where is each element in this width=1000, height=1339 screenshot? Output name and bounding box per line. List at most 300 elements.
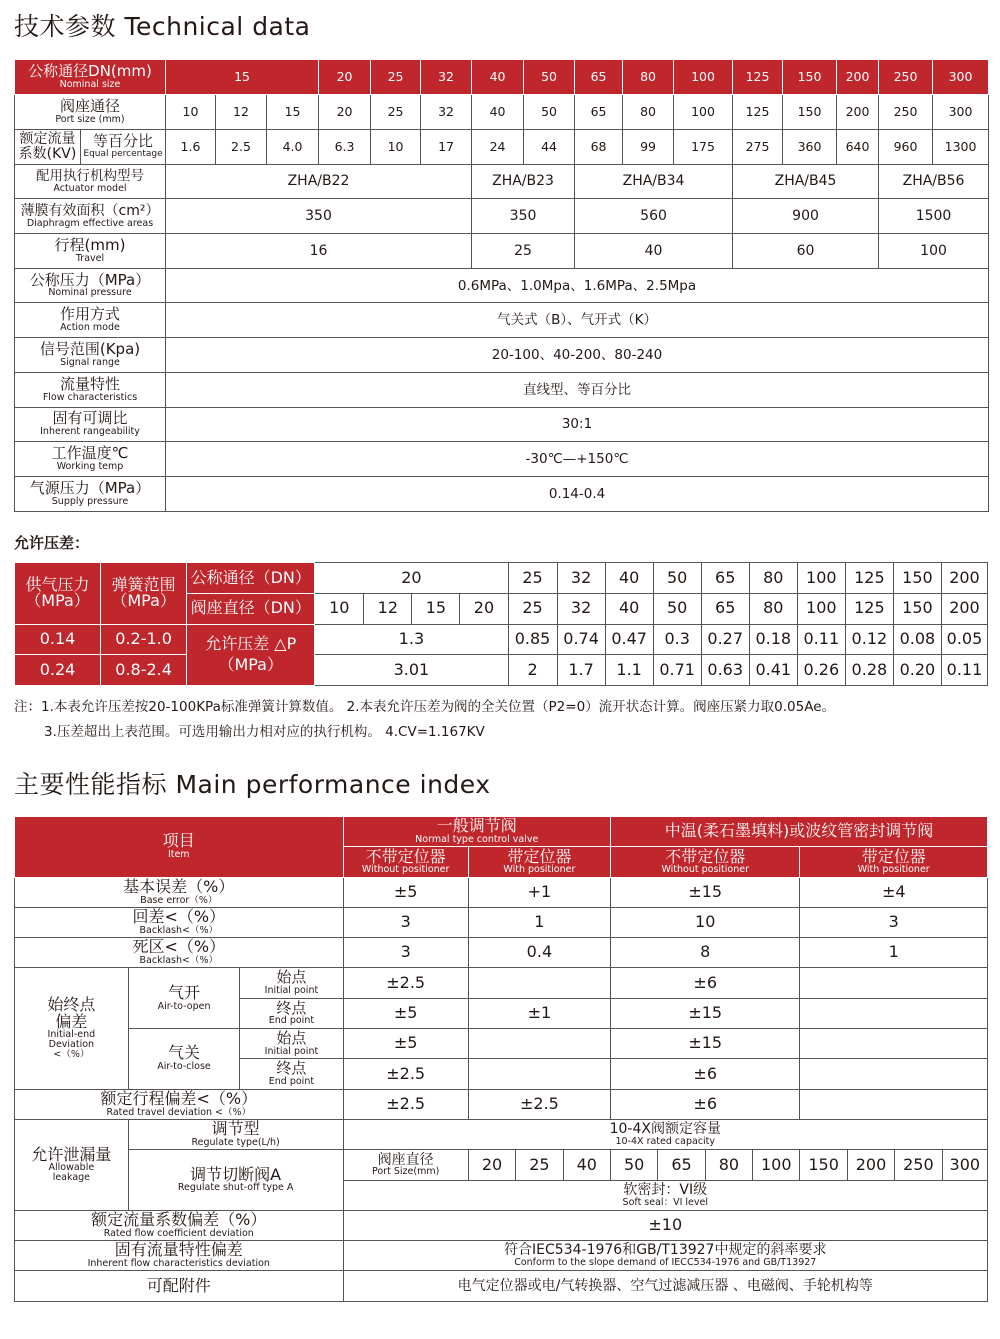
perf-backlash-row <box>15 907 988 937</box>
perf-kvdev-cn: 额定流量系数偏差（%） <box>91 1210 267 1230</box>
perf-reg-val-en: 10-4X rated capacity <box>615 1135 716 1147</box>
perf-rated-cn: 额定行程偏差<（%） <box>100 1089 258 1108</box>
perf-with-header <box>800 847 988 877</box>
perf-kvdev-label <box>15 1210 344 1240</box>
port-value: 80 <box>623 95 674 130</box>
allow-dn-value: 32 <box>557 563 605 594</box>
port-value: 40 <box>472 95 524 130</box>
diaphragm-label-en: Diaphragm effective areas <box>26 217 154 229</box>
flow-value: 68 <box>575 129 623 164</box>
allow-dp-value: 0.3 <box>653 624 701 655</box>
allow-dp-value: 0.47 <box>605 624 653 655</box>
allow-dn-value: 150 <box>893 563 941 594</box>
allow-row <box>15 655 988 686</box>
perf-end-label <box>240 1059 343 1089</box>
perf-item-header <box>15 817 344 878</box>
perf-seat-value: 40 <box>563 1150 610 1180</box>
perf-atc-cn: 气关 <box>168 1043 201 1063</box>
allow-dp-value: 0.41 <box>749 655 797 686</box>
perf-kvdev-value: ±10 <box>343 1210 987 1240</box>
allow-seat-value: 50 <box>653 593 701 624</box>
nominal-value: 150 <box>783 60 837 95</box>
allow-dp-value: 1.7 <box>557 655 605 686</box>
perf-with-en: With positioner <box>857 864 930 876</box>
allow-seat-value: 20 <box>460 593 508 624</box>
nominal-value: 40 <box>472 60 524 95</box>
action-label-cn: 作用方式 <box>59 305 120 324</box>
perf-seat-value: 65 <box>658 1150 705 1180</box>
allow-seat-value: 150 <box>893 593 941 624</box>
allow-spring-value: 0.2-1.0 <box>101 624 187 655</box>
nominal-value: 300 <box>933 60 989 95</box>
allow-dp-value: 1.3 <box>315 624 508 655</box>
flowchar-row <box>15 372 989 407</box>
perf-value: 10 <box>610 907 800 937</box>
supply-value: 0.14-0.4 <box>166 476 989 511</box>
perf-atc-label <box>128 1029 240 1090</box>
perf-end-cn: 终点 <box>276 998 307 1017</box>
perf-end-en: End point <box>268 1015 315 1027</box>
port-label-en: Port size (mm) <box>55 113 125 125</box>
perf-value <box>800 1089 988 1119</box>
allow-supply-value: 0.14 <box>15 624 101 655</box>
perf-shut-cn: 调节切断阀A <box>190 1164 282 1184</box>
diaphragm-value: 900 <box>733 199 879 234</box>
perf-seat-value: 80 <box>705 1150 752 1180</box>
nominal-value: 50 <box>524 60 575 95</box>
port-value: 25 <box>371 95 421 130</box>
perf-dead-label <box>15 938 344 968</box>
signal-value: 20-100、40-200、80-240 <box>166 338 989 373</box>
perf-rated-row <box>15 1089 988 1119</box>
perf-without-header <box>610 847 800 877</box>
flowchar-label-cn: 流量特性 <box>59 374 120 393</box>
perf-with-cn: 带定位器 <box>861 846 926 866</box>
allow-dp-label <box>187 624 315 686</box>
perf-without-cn: 不带定位器 <box>365 846 446 866</box>
temp-label-cn: 工作温度℃ <box>51 444 129 463</box>
allow-dp-value: 0.20 <box>893 655 941 686</box>
port-label <box>15 95 166 130</box>
perf-end-en: End point <box>268 1075 315 1087</box>
diaphragm-label-cn: 薄膜有效面积（cm²） <box>20 202 160 219</box>
perf-general-header <box>343 817 610 847</box>
allow-dp-value: 0.05 <box>941 624 987 655</box>
perf-seat-label <box>343 1150 468 1180</box>
nominal-value: 25 <box>371 60 421 95</box>
perf-inh-label <box>15 1241 344 1271</box>
flow-value: 960 <box>879 129 933 164</box>
perf-shut-label <box>128 1150 343 1211</box>
perf-inh-row <box>15 1241 988 1271</box>
actuator-label-cn: 配用执行机构型号 <box>36 168 144 185</box>
perf-backlash-cn: 回差<（%） <box>132 907 226 927</box>
perf-rated-en: Rated travel deviation <（%） <box>106 1106 252 1118</box>
perf-value: ±1 <box>468 998 610 1028</box>
port-value: 65 <box>575 95 623 130</box>
supply-label <box>15 476 166 511</box>
perf-value: ±2.5 <box>468 1089 610 1119</box>
allow-subtitle: 允许压差： <box>14 534 90 552</box>
perf-ato-en: Air-to-open <box>157 1000 211 1012</box>
perf-value <box>468 1029 610 1059</box>
perf-without-en: Without positioner <box>361 864 450 876</box>
perf-medium-cn: 中温(柔石墨填料)或波纹管密封调节阀 <box>664 821 934 841</box>
allow-note-1: 注：1.本表允许压差按20-100KPa标准弹簧计算数值。 2.本表允许压差为阀的全关位置（P2=0）流开状态计算。阀座压紧力取0.05Ae。 <box>14 699 836 715</box>
perf-init-en: Initial point <box>264 1045 319 1057</box>
perf-value: ±15 <box>610 998 800 1028</box>
supply-label-cn: 气源压力（MPa） <box>29 478 151 497</box>
perf-inh-value <box>343 1241 987 1271</box>
perf-without-en: Without positioner <box>661 864 749 876</box>
flow-label-cn2: 系数(KV) <box>18 145 77 162</box>
allow-supply-cn: 供气压力 <box>25 574 90 594</box>
allow-dp-value: 3.01 <box>315 655 508 686</box>
pressure-row <box>15 268 989 303</box>
nominal-value: 32 <box>421 60 472 95</box>
allow-seat-value: 125 <box>845 593 893 624</box>
tech-title: 技术参数 Technical data <box>14 12 311 41</box>
perf-seat-value: 20 <box>468 1150 515 1180</box>
signal-row <box>15 338 989 373</box>
perf-without-cn: 不带定位器 <box>665 846 746 866</box>
allow-seat-value: 65 <box>701 593 749 624</box>
action-row <box>15 303 989 338</box>
flow-sub-en: Equal percentage <box>83 148 163 159</box>
signal-label-en: Signal range <box>60 356 120 368</box>
perf-value: 3 <box>343 938 468 968</box>
actuator-row <box>15 164 989 199</box>
flow-label <box>15 129 166 164</box>
actuator-label <box>15 164 166 199</box>
perf-value <box>468 968 610 998</box>
travel-value: 100 <box>879 234 989 269</box>
flow-value: 99 <box>623 129 674 164</box>
allow-dn-value: 50 <box>653 563 701 594</box>
allow-table <box>14 562 988 686</box>
actuator-value: ZHA/B56 <box>879 164 989 199</box>
perf-value <box>800 998 988 1028</box>
perf-value: ±5 <box>343 1029 468 1059</box>
perf-value: 1 <box>468 907 610 937</box>
perf-kvdev-row <box>15 1210 988 1240</box>
perf-with-header <box>468 847 610 877</box>
perf-soft-en: Soft seal：VI level <box>622 1196 708 1208</box>
signal-label-cn: 信号范围(Kpa) <box>39 340 141 359</box>
actuator-value: ZHA/B45 <box>733 164 879 199</box>
allow-dp-value: 0.26 <box>797 655 845 686</box>
allow-dp-value: 0.85 <box>508 624 557 655</box>
perf-value: ±5 <box>343 877 468 907</box>
perf-base-row <box>15 877 988 907</box>
allow-seat-label: 阀座直径（DN） <box>187 593 315 624</box>
perf-inh-val-en: Conform to the slope demand of IECC534-1976 and GB/T13927 <box>514 1257 817 1269</box>
port-value: 200 <box>837 95 879 130</box>
perf-base-en: Base error（%） <box>140 894 218 906</box>
perf-seat-value: 300 <box>942 1150 987 1180</box>
pressure-label-en: Nominal pressure <box>48 287 132 299</box>
perf-value: ±15 <box>610 877 800 907</box>
allow-spring-unit: （MPa） <box>111 591 176 611</box>
allow-note-2: 3.压差超出上表范围。可选用输出力相对应的执行机构。 4.CV=1.167KV <box>44 724 485 740</box>
nominal-label-en: Nominal size <box>59 78 121 90</box>
perf-ato-init-row <box>15 968 988 998</box>
nominal-label <box>15 60 166 95</box>
perf-dead-row <box>15 938 988 968</box>
perf-init-label <box>240 968 343 998</box>
allow-supply-value: 0.24 <box>15 655 101 686</box>
temp-label <box>15 442 166 477</box>
flow-value: 175 <box>674 129 733 164</box>
tech-table <box>14 59 989 512</box>
allow-dp-value: 0.11 <box>797 624 845 655</box>
allow-seat-value: 40 <box>605 593 653 624</box>
perf-seat-value: 100 <box>753 1150 800 1180</box>
flow-value: 4.0 <box>267 129 319 164</box>
travel-label-en: Travel <box>75 252 105 264</box>
perf-inh-cn: 固有流量特性偏差 <box>114 1240 243 1260</box>
allow-seat-value: 10 <box>315 593 364 624</box>
diaphragm-value: 560 <box>575 199 733 234</box>
perf-value: +1 <box>468 877 610 907</box>
allow-seat-value: 32 <box>557 593 605 624</box>
perf-ie-cn1: 始终点 <box>47 994 96 1014</box>
nominal-label-cn: 公称通径DN(mm) <box>28 62 152 81</box>
perf-value: 1 <box>800 938 988 968</box>
perf-with-en: With positioner <box>503 864 576 876</box>
nominal-value: 125 <box>733 60 783 95</box>
allow-seat-value: 100 <box>797 593 845 624</box>
allow-dn-label: 公称通径（DN） <box>187 563 315 594</box>
perf-base-cn: 基本误差（%） <box>123 877 235 896</box>
perf-soft-value <box>343 1180 987 1210</box>
supply-label-en: Supply pressure <box>51 495 129 507</box>
port-value: 10 <box>166 95 216 130</box>
diaphragm-value: 1500 <box>879 199 989 234</box>
nominal-row <box>15 60 989 95</box>
allow-spring-value: 0.8-2.4 <box>101 655 187 686</box>
perf-leak-label <box>15 1119 129 1210</box>
allow-dp-value: 0.11 <box>941 655 987 686</box>
port-value: 300 <box>933 95 989 130</box>
perf-value: 0.4 <box>468 938 610 968</box>
allow-dn-value: 125 <box>845 563 893 594</box>
travel-value: 40 <box>575 234 733 269</box>
actuator-label-en: Actuator model <box>53 182 127 194</box>
allow-dp-cn: 允许压差 △P <box>205 634 297 654</box>
flow-value: 6.3 <box>319 129 371 164</box>
perf-seat-value: 50 <box>610 1150 657 1180</box>
pressure-value: 0.6MPa、1.0Mpa、1.6MPa、2.5Mpa <box>166 268 989 303</box>
perf-leak-en1: Allowable <box>48 1162 95 1174</box>
perf-general-cn: 一般调节阀 <box>436 816 517 836</box>
allow-spring-cn: 弹簧范围 <box>111 574 176 594</box>
travel-value: 16 <box>166 234 472 269</box>
allow-dn-value: 20 <box>315 563 508 594</box>
range-label-cn: 固有可调比 <box>52 409 128 428</box>
perf-init-label <box>240 1029 343 1059</box>
port-row <box>15 95 989 130</box>
perf-value <box>468 1059 610 1089</box>
allow-dp-value: 1.1 <box>605 655 653 686</box>
allow-seat-value: 200 <box>941 593 987 624</box>
perf-init-cn: 始点 <box>276 1028 307 1047</box>
perf-seat-value: 150 <box>800 1150 847 1180</box>
action-value: 气关式（B）、气开式（K） <box>166 303 989 338</box>
perf-ie-en3: <（%） <box>53 1049 90 1061</box>
perf-end-cn: 终点 <box>276 1059 307 1078</box>
allow-dp-value: 0.28 <box>845 655 893 686</box>
perf-value: ±6 <box>610 1059 800 1089</box>
travel-label-cn: 行程(mm) <box>54 236 126 255</box>
range-label <box>15 407 166 442</box>
port-label-cn: 阀座通径 <box>59 96 120 115</box>
travel-row <box>15 234 989 269</box>
perf-value: ±6 <box>610 968 800 998</box>
allow-dp-value: 0.71 <box>653 655 701 686</box>
port-value: 15 <box>267 95 319 130</box>
allow-dp-value: 0.18 <box>749 624 797 655</box>
allow-dp-value: 0.63 <box>701 655 749 686</box>
perf-ie-en1: Initial-end <box>47 1029 96 1041</box>
allow-dn-row <box>15 563 988 594</box>
perf-table <box>14 816 988 1302</box>
port-value: 150 <box>783 95 837 130</box>
perf-header-row <box>15 817 988 847</box>
flow-value: 17 <box>421 129 472 164</box>
nominal-value: 80 <box>623 60 674 95</box>
allow-seat-value: 12 <box>364 593 412 624</box>
travel-value: 60 <box>733 234 879 269</box>
diaphragm-row <box>15 199 989 234</box>
diaphragm-value: 350 <box>472 199 575 234</box>
allow-dn-value: 200 <box>941 563 987 594</box>
flowchar-label <box>15 372 166 407</box>
perf-atc-init-row <box>15 1029 988 1059</box>
nominal-value: 15 <box>166 60 319 95</box>
flow-value: 1.6 <box>166 129 216 164</box>
perf-seat-row <box>15 1150 988 1180</box>
perf-seat-value: 200 <box>847 1150 894 1180</box>
perf-seat-value: 25 <box>516 1150 563 1180</box>
perf-value: ±2.5 <box>343 968 468 998</box>
flow-value: 10 <box>371 129 421 164</box>
range-value: 30:1 <box>166 407 989 442</box>
allow-dn-value: 25 <box>508 563 557 594</box>
perf-seat-en: Port Size(mm) <box>372 1166 440 1178</box>
perf-title: 主要性能指标 Main performance index <box>14 770 491 799</box>
perf-inh-val-cn: 符合IEC534-1976和GB/T13927中规定的斜率要求 <box>504 1242 827 1259</box>
allow-row <box>15 624 988 655</box>
travel-value: 25 <box>472 234 575 269</box>
port-value: 250 <box>879 95 933 130</box>
perf-value: 3 <box>800 907 988 937</box>
flowchar-value: 直线型、等百分比 <box>166 372 989 407</box>
perf-dead-cn: 死区<（%） <box>132 937 226 957</box>
allow-dn-value: 65 <box>701 563 749 594</box>
perf-ato-cn: 气开 <box>168 982 201 1002</box>
perf-shut-en: Regulate shut-off type A <box>177 1182 294 1194</box>
range-label-en: Inherent rangeability <box>40 426 140 438</box>
perf-leak-cn: 允许泄漏量 <box>31 1144 112 1164</box>
allow-dp-value: 0.27 <box>701 624 749 655</box>
perf-inh-en: Inherent flow characteristics deviation <box>87 1258 270 1270</box>
perf-init-cn: 始点 <box>276 968 307 987</box>
allow-dp-value: 0.12 <box>845 624 893 655</box>
allow-dp-value: 0.08 <box>893 624 941 655</box>
temp-row <box>15 442 989 477</box>
perf-reg-val-cn: 10-4X阀额定容量 <box>609 1121 721 1138</box>
perf-general-en: Normal type control valve <box>415 834 539 846</box>
action-label-en: Action mode <box>60 322 120 334</box>
nominal-value: 65 <box>575 60 623 95</box>
perf-value: 8 <box>610 938 800 968</box>
perf-backlash-en: Backlash<（%） <box>139 924 218 936</box>
allow-seat-value: 15 <box>412 593 460 624</box>
port-value: 125 <box>733 95 783 130</box>
perf-soft-cn: 软密封：VI级 <box>623 1181 708 1198</box>
signal-label <box>15 338 166 373</box>
perf-reg-row <box>15 1119 988 1149</box>
perf-without-header <box>343 847 468 877</box>
flow-sub-cn: 等百分比 <box>92 132 153 151</box>
perf-reg-label <box>128 1119 343 1149</box>
port-value: 32 <box>421 95 472 130</box>
flow-value: 640 <box>837 129 879 164</box>
perf-atc-en: Air-to-close <box>157 1061 211 1073</box>
perf-acc-label: 可配附件 <box>15 1271 344 1301</box>
nominal-value: 250 <box>879 60 933 95</box>
perf-value: ±5 <box>343 998 468 1028</box>
flowchar-label-en: Flow characteristics <box>42 391 138 403</box>
nominal-value: 20 <box>319 60 371 95</box>
perf-end-label <box>240 998 343 1028</box>
perf-value <box>800 1029 988 1059</box>
perf-reg-value <box>343 1119 987 1149</box>
perf-reg-en: Regulate type(L/h) <box>191 1137 280 1149</box>
actuator-value: ZHA/B23 <box>472 164 575 199</box>
nominal-value: 100 <box>674 60 733 95</box>
port-value: 12 <box>216 95 267 130</box>
perf-value: ±6 <box>610 1089 800 1119</box>
perf-ie-cn2: 偏差 <box>55 1011 88 1031</box>
perf-ie-en2: Deviation <box>48 1039 95 1051</box>
diaphragm-label <box>15 199 166 234</box>
perf-acc-row <box>15 1271 988 1301</box>
perf-value: 3 <box>343 907 468 937</box>
perf-value: ±4 <box>800 877 988 907</box>
perf-value: ±2.5 <box>343 1059 468 1089</box>
flow-value: 2.5 <box>216 129 267 164</box>
perf-ie-label <box>15 968 129 1089</box>
perf-ato-label <box>128 968 240 1029</box>
allow-dp-unit: （MPa） <box>218 654 283 674</box>
port-value: 50 <box>524 95 575 130</box>
travel-label <box>15 234 166 269</box>
allow-spring-header <box>101 563 187 625</box>
actuator-value: ZHA/B34 <box>575 164 733 199</box>
flow-value: 360 <box>783 129 837 164</box>
perf-seat-cn: 阀座直径 <box>377 1151 434 1168</box>
range-row <box>15 407 989 442</box>
perf-value: ±2.5 <box>343 1089 468 1119</box>
perf-leak-en2: leakage <box>52 1172 91 1184</box>
allow-dn-value: 40 <box>605 563 653 594</box>
perf-rated-label <box>15 1089 344 1119</box>
flow-label-cn1: 额定流量 <box>19 131 76 147</box>
nominal-value: 200 <box>837 60 879 95</box>
perf-item-en: Item <box>167 849 190 861</box>
